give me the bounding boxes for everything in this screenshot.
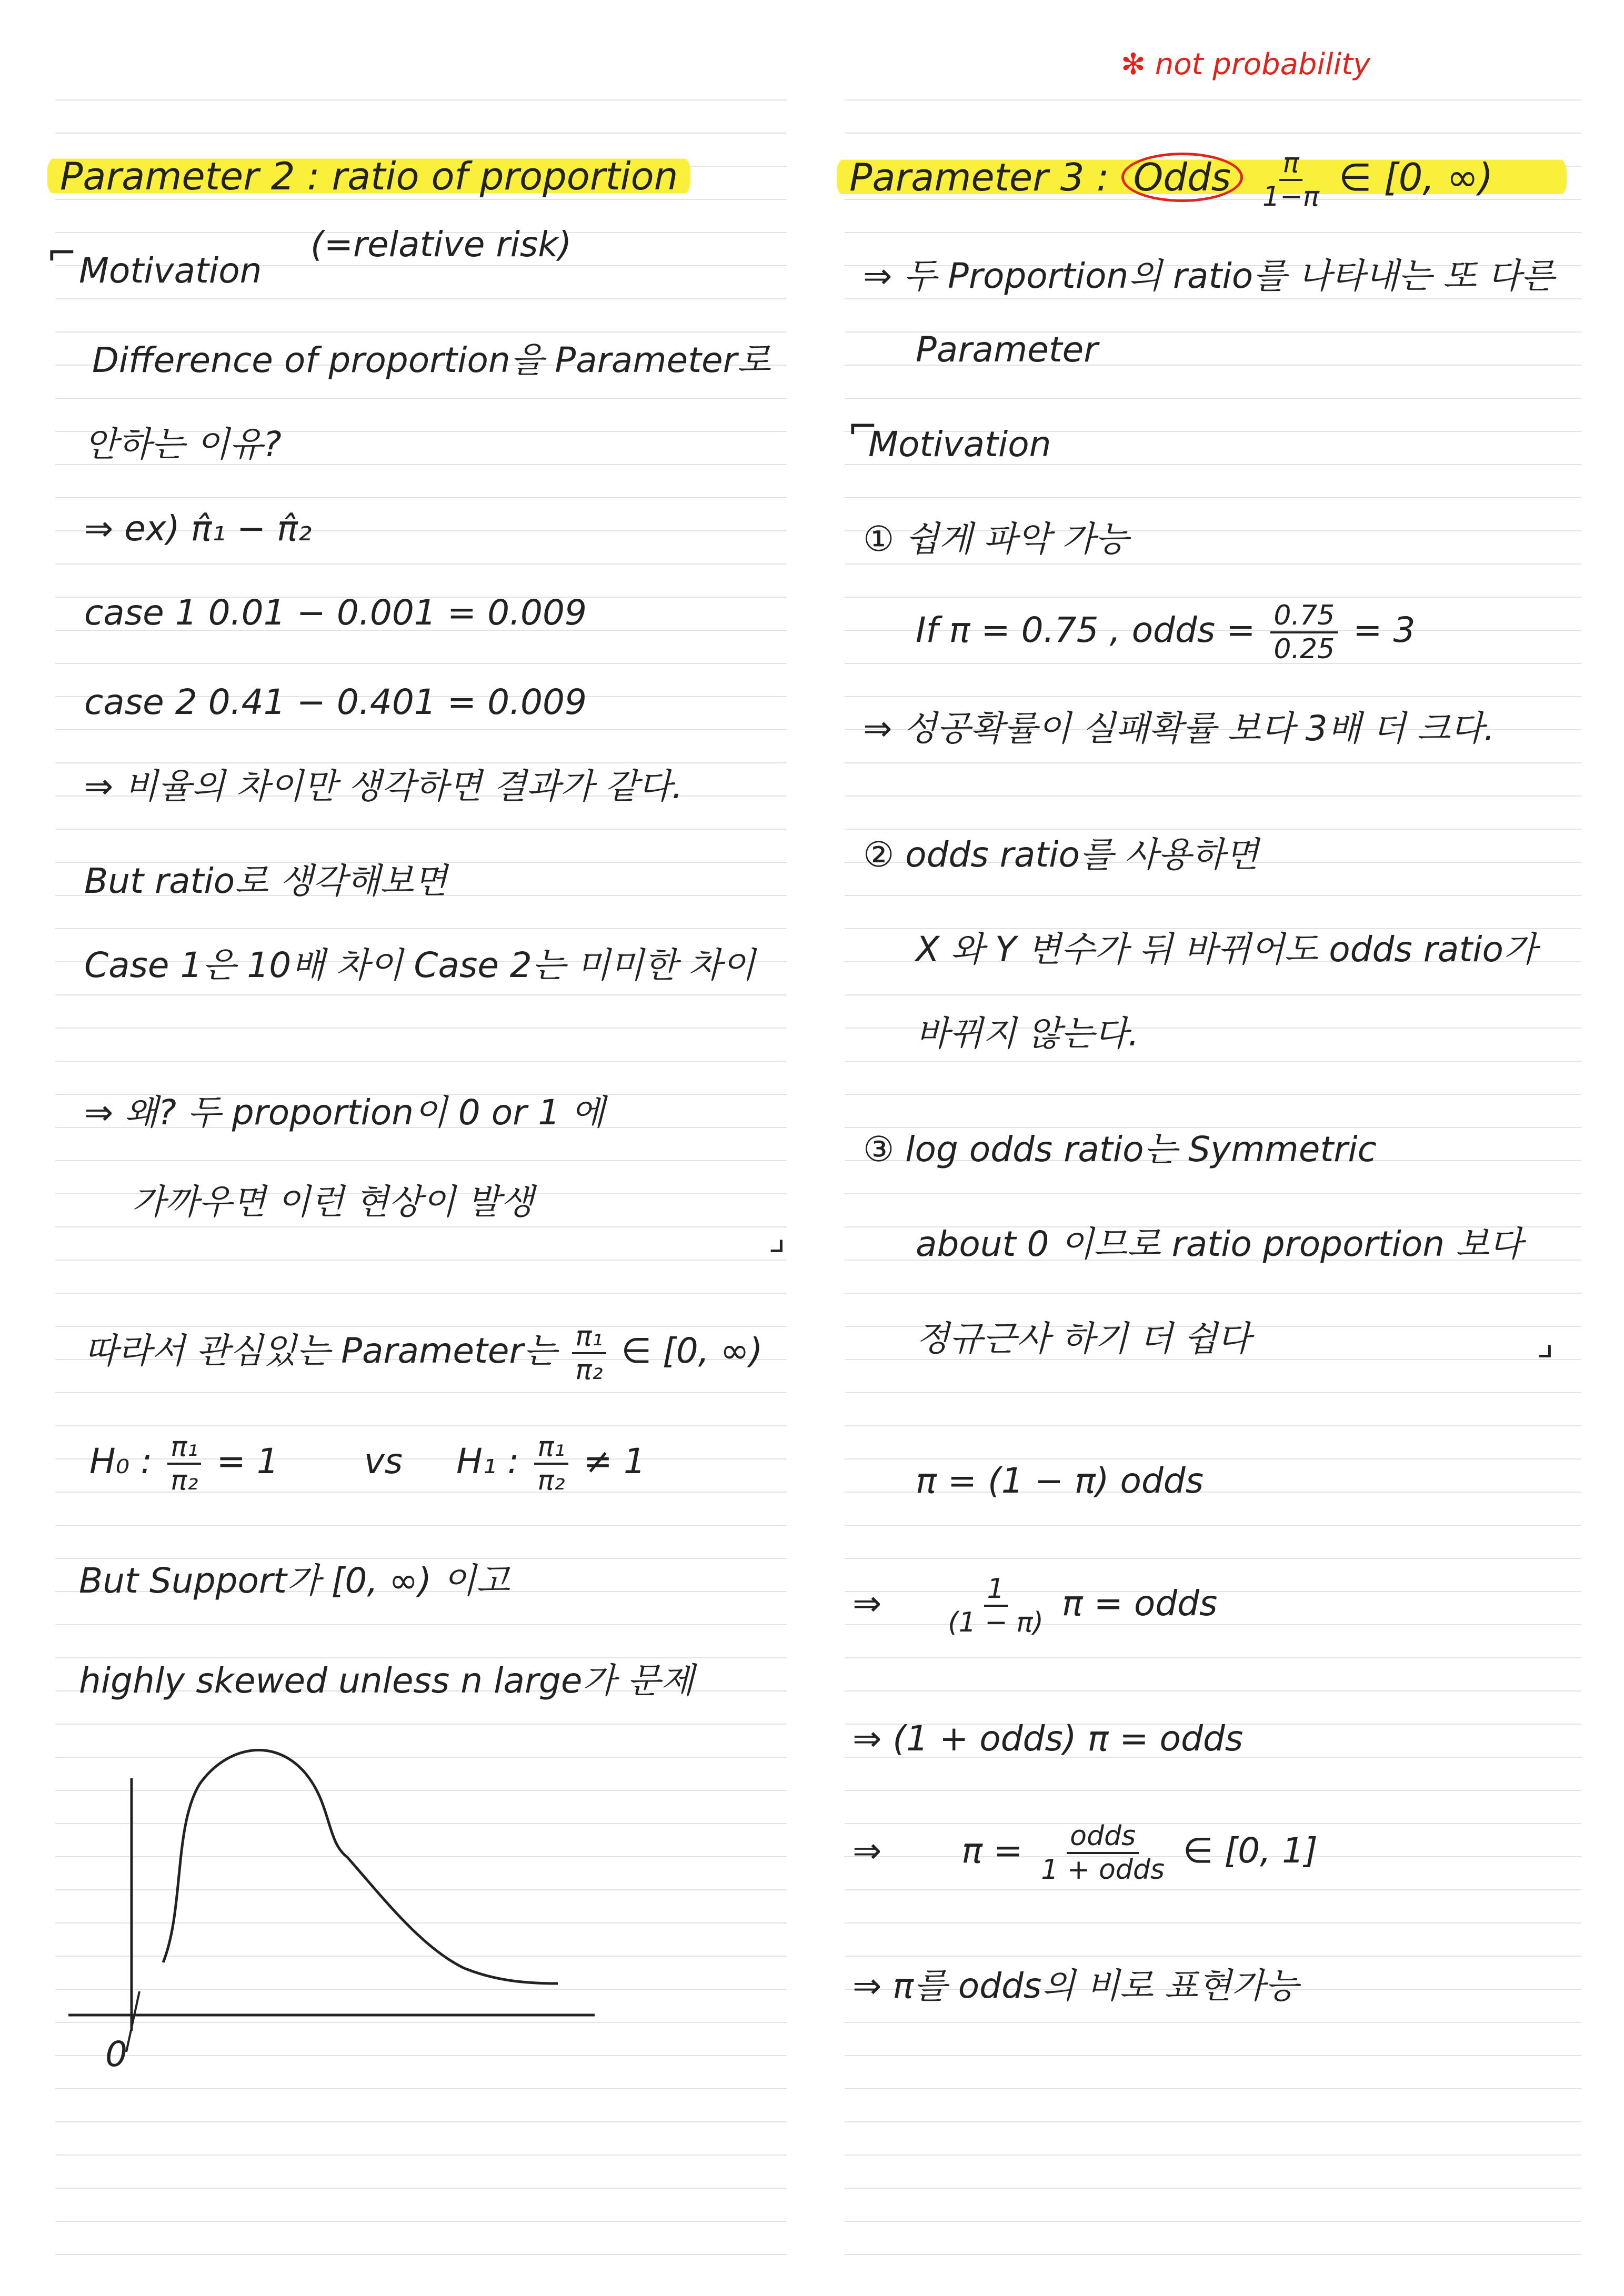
relative-risk-note: (=relative risk) bbox=[310, 224, 572, 265]
h0-denominator: π₂ bbox=[171, 1465, 198, 1496]
skewed-distribution-sketch bbox=[63, 1736, 610, 2062]
eq4-lhs: π = bbox=[961, 1830, 1023, 1871]
right-title-highlight bbox=[837, 147, 1567, 213]
eq2-denominator: (1 − π) bbox=[948, 1607, 1044, 1638]
left-text-line: ⇒ 비율의 차이만 생각하면 결과가 같다. bbox=[84, 766, 683, 807]
parameter-prefix: 따라서 관심있는 Parameter는 bbox=[84, 1331, 557, 1372]
odds-equation-2 bbox=[853, 1573, 1217, 1638]
eq4-denominator: 1 + odds bbox=[1041, 1854, 1165, 1886]
left-text-line: But ratio로 생각해보면 bbox=[84, 861, 447, 901]
left-text-line: ⇒ 왜? 두 proportion이 0 or 1 에 bbox=[84, 1092, 605, 1133]
left-section-bracket: ⌐ bbox=[46, 231, 77, 275]
left-motivation-label: Motivation bbox=[79, 250, 262, 291]
h0-numerator: π₁ bbox=[167, 1431, 201, 1465]
odds-equation-4 bbox=[853, 1820, 1318, 1886]
h1-numerator: π₁ bbox=[534, 1431, 568, 1465]
right-item-3: ③ log odds ratio는 Symmetric bbox=[863, 1129, 1377, 1170]
right-section-end-mark: ⌟ bbox=[1537, 1321, 1554, 1364]
not-probability-note: ✻ not probability bbox=[1121, 47, 1371, 82]
parameter-range: ∈ [0, ∞) bbox=[621, 1331, 763, 1372]
odds-equation-3: ⇒ (1 + odds) π = odds bbox=[853, 1718, 1244, 1759]
h0-rhs: = 1 bbox=[216, 1441, 279, 1482]
odds-def-denominator: 1−π bbox=[1262, 181, 1320, 213]
right-item-3: 정규근사 하기 더 쉽다 bbox=[916, 1318, 1251, 1359]
left-title bbox=[47, 153, 690, 200]
right-title bbox=[837, 147, 1567, 213]
skew-line: highly skewed unless n large가 문제 bbox=[79, 1660, 694, 1701]
hypothesis-line bbox=[89, 1431, 646, 1496]
h1-rhs: ≠ 1 bbox=[583, 1441, 646, 1482]
support-line: But Support가 [0, ∞) 이고 bbox=[79, 1560, 510, 1601]
example-prefix: If π = 0.75 , odds = bbox=[916, 610, 1256, 651]
right-item-3: about 0 이므로 ratio proportion 보다 bbox=[916, 1224, 1523, 1264]
example-fraction bbox=[1270, 600, 1338, 665]
h0-fraction bbox=[167, 1431, 201, 1496]
right-intro-line: Parameter bbox=[916, 329, 1098, 370]
eq4-arrow: ⇒ bbox=[853, 1830, 882, 1871]
odds-circled-word: Odds bbox=[1121, 153, 1244, 202]
vs-label: vs bbox=[364, 1441, 403, 1482]
odds-equation-5: ⇒ π를 odds의 비로 표현가능 bbox=[853, 1966, 1299, 2006]
example-numerator: 0.75 bbox=[1270, 600, 1338, 633]
left-title-highlight: Parameter 2 : ratio of proportion bbox=[47, 154, 690, 198]
h1-denominator: π₂ bbox=[537, 1465, 565, 1496]
eq4-range: ∈ [0, 1] bbox=[1182, 1830, 1318, 1871]
skewed-density-curve bbox=[163, 1750, 558, 1983]
left-text-line: 가까우면 이런 현상이 발생 bbox=[132, 1182, 534, 1222]
eq4-numerator: odds bbox=[1067, 1820, 1139, 1854]
left-section-end-mark: ⌟ bbox=[768, 1215, 786, 1258]
eq4-fraction bbox=[1038, 1820, 1168, 1886]
ratio-numerator: π₁ bbox=[572, 1321, 606, 1354]
odds-range: ∈ [0, ∞) bbox=[1338, 155, 1493, 199]
left-text-line: Case 1은 10배 차이 Case 2는 미미한 차이 bbox=[84, 945, 756, 985]
right-section-bracket: ⌐ bbox=[847, 405, 878, 448]
right-item-2: ② odds ratio를 사용하면 bbox=[863, 834, 1259, 875]
left-text-line: case 1 0.01 − 0.001 = 0.009 bbox=[84, 592, 587, 633]
right-intro-line: ⇒ 두 Proportion의 ratio를 나타내는 또 다른 bbox=[863, 256, 1555, 296]
odds-definition-fraction bbox=[1259, 147, 1322, 213]
h0-label: H₀ : bbox=[89, 1441, 153, 1482]
h1-label: H₁ : bbox=[456, 1441, 519, 1482]
eq2-numerator: 1 bbox=[984, 1573, 1008, 1607]
right-item-1: ① 쉽게 파악 가능 bbox=[863, 519, 1129, 559]
right-item-1-conclusion: ⇒ 성공확률이 실패확률 보다 3배 더 크다. bbox=[863, 708, 1495, 749]
odds-equation-1: π = (1 − π) odds bbox=[916, 1461, 1204, 1501]
left-text-line: Difference of proportion을 Parameter로 bbox=[92, 340, 771, 380]
eq2-arrow: ⇒ bbox=[853, 1583, 882, 1624]
right-item-2: 바뀌지 않는다. bbox=[916, 1013, 1139, 1054]
example-denominator: 0.25 bbox=[1274, 633, 1335, 665]
origin-label: 0 bbox=[105, 2034, 127, 2075]
right-motivation-label: Motivation bbox=[868, 424, 1051, 465]
eq2-fraction bbox=[945, 1573, 1047, 1638]
parameter-of-interest-line bbox=[84, 1321, 763, 1386]
odds-example-line bbox=[916, 600, 1415, 665]
left-text-line: case 2 0.41 − 0.401 = 0.009 bbox=[84, 682, 587, 722]
left-text-line: ⇒ ex) π̂₁ − π̂₂ bbox=[84, 508, 312, 549]
odds-def-numerator: π bbox=[1279, 147, 1302, 181]
example-result: = 3 bbox=[1353, 610, 1416, 651]
right-item-2: X 와 Y 변수가 뒤 바뀌어도 odds ratio가 bbox=[916, 929, 1537, 970]
right-title-prefix: Parameter 3 : bbox=[849, 155, 1109, 199]
ratio-denominator: π₂ bbox=[575, 1354, 603, 1386]
h1-fraction bbox=[534, 1431, 568, 1496]
eq2-rest: π = odds bbox=[1061, 1583, 1218, 1624]
ratio-fraction bbox=[572, 1321, 606, 1386]
left-text-line: 안하는 이유? bbox=[84, 424, 282, 465]
